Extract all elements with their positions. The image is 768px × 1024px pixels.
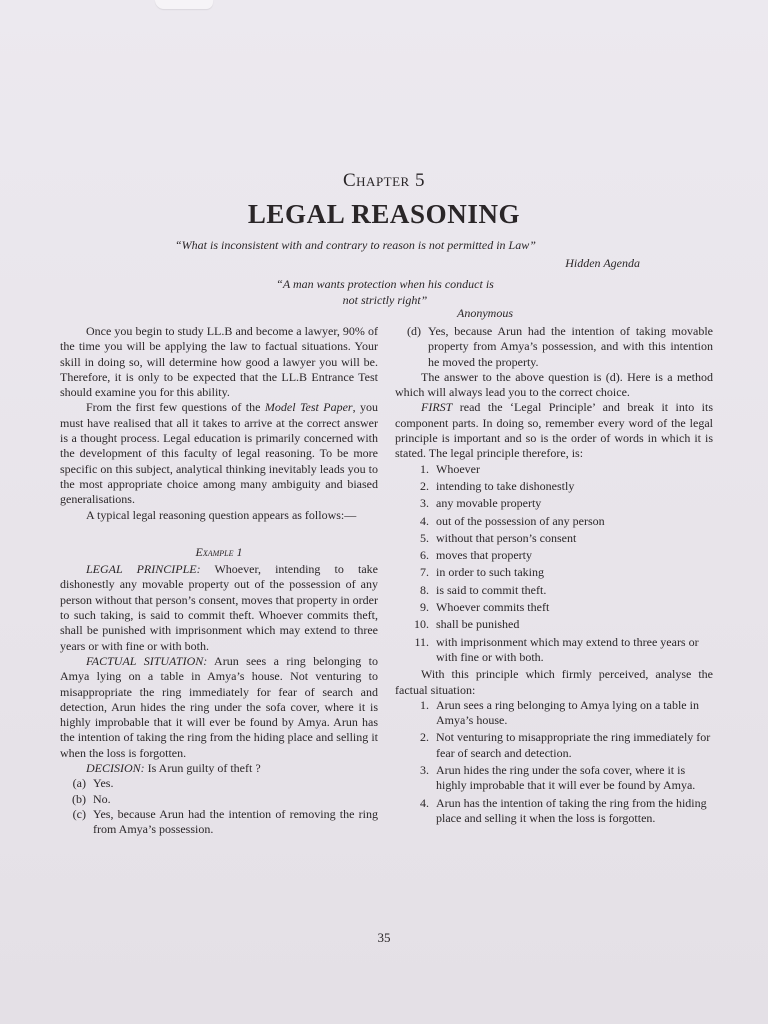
item-number: 7. [420, 565, 429, 580]
item-number: 11. [414, 634, 429, 649]
epigraph-attribution-2: Anonymous [457, 306, 513, 320]
item-text: out of the possession of any person [436, 513, 605, 528]
item-number: 1. [420, 697, 429, 712]
paragraph-model-test [60, 400, 378, 507]
item-text: Arun sees a ring belonging to Amya lying on a table in Amya’s house. [436, 697, 699, 728]
chapter-label: Chapter 5 [343, 170, 425, 191]
option-text: Yes. [93, 776, 114, 791]
right-column [395, 324, 713, 828]
epigraph-quote-1: “What is inconsistent with and contrary to reason is not permitted in Law” [175, 238, 536, 252]
item-text: without that person’s consent [436, 530, 577, 545]
list-item [395, 462, 713, 477]
answer-option-c [60, 807, 378, 838]
item-text: in order to such taking [436, 565, 544, 580]
item-number: 6. [420, 548, 429, 563]
list-item [395, 763, 713, 794]
model-test-paper-emphasis: Model Test Paper [264, 400, 353, 415]
list-item [395, 600, 713, 615]
option-label: (b) [72, 791, 86, 806]
answer-option-a [60, 776, 378, 791]
option-label: (c) [72, 806, 86, 821]
item-text: any movable property [436, 496, 542, 511]
first-emphasis: FIRST [421, 400, 453, 415]
paragraph-answer: The answer to the above question is (d). Here is a method which will always lead you to the correct choice. [395, 369, 713, 400]
legal-principle-text: Whoever, intending to take dishonestly any movable property out of the possession of any person without that person’s consent, moves that property in order to such taking, is said to commit theft. Whoever commits theft, shall be punished with imprisonment which may extend to three years or with fine or with both. [60, 562, 378, 653]
chapter-title: LEGAL REASONING [247, 199, 521, 229]
item-text: with imprisonment which may extend to three years or with fine or with both. [436, 634, 699, 664]
paragraph-legal-principle [60, 562, 378, 654]
list-item [395, 479, 713, 494]
item-text: moves that property [436, 548, 532, 563]
epigraph-attribution-1: Hidden Agenda [565, 256, 640, 270]
decision-text: Is Arun guilty of theft ? [144, 761, 261, 776]
item-number: 5. [420, 530, 429, 545]
decision-label: DECISION: [86, 761, 145, 776]
epigraph-quote-2: “A man wants protection when his conduct is not strictly right” [276, 277, 494, 307]
list-item [395, 548, 713, 563]
item-number: 9. [420, 600, 429, 615]
example-heading: Example 1 [195, 544, 243, 559]
list-item [395, 796, 713, 827]
torn-corner [155, 0, 213, 9]
paragraph-first-step [395, 400, 713, 461]
option-text: Yes, because Arun had the intention of taking movable property from Amya’s possession, and with this intention he moved the property. [428, 324, 713, 369]
item-number: 2. [420, 478, 429, 493]
item-text: Whoever [436, 461, 480, 476]
paragraph-factual-situation [60, 654, 378, 761]
answer-option-b [60, 792, 378, 807]
factual-situation-text: Arun sees a ring belonging to Amya lying on a table in Amya’s house. Not venturing to misappropriate the ring immediately for fear of search and detection, Arun hides the ring under the sofa cover, where it is highly improbable that it will ever be found by Amya. Arun has the intention of taking the ring from the hiding place and selling it when the loss is forgotten. [60, 653, 378, 760]
item-text: is said to commit theft. [436, 582, 547, 597]
text-run: , you must have realised that all it takes to arrive at the correct answer is a thought process. Legal education is primarily concerned with the development of this faculty of legal reasoning. To be more specific on this subject, analytical thinking inevitably leads you to the most appropriate choice among many ambiguity and biased generalisations. [60, 400, 379, 507]
item-number: 3. [420, 496, 429, 511]
list-item [395, 583, 713, 598]
text-run: From the first few questions of the [86, 400, 265, 415]
option-label: (a) [72, 776, 86, 791]
item-text: intending to take dishonestly [436, 478, 575, 493]
item-number: 4. [420, 795, 429, 810]
option-label: (d) [407, 324, 421, 338]
item-text: Not venturing to misappropriate the ring immediately for fear of search and detection. [436, 730, 711, 760]
list-item [395, 514, 713, 529]
item-number: 1. [420, 461, 429, 476]
list-item [395, 635, 713, 666]
paragraph-analyse: With this principle which firmly perceived, analyse the factual situation: [395, 667, 713, 697]
list-item [395, 730, 713, 761]
legal-principle-label: LEGAL PRINCIPLE: [86, 562, 201, 577]
factual-situation-label: FACTUAL SITUATION: [86, 653, 208, 668]
paragraph-intro: Once you begin to study LL.B and become a lawyer, 90% of the time you will be applying the law to factual situations. Your skill in doing so, will determine how good a lawyer you will be. Therefore, it is only to be expected that the LL.B Entrance Test should examine you for this ability. [60, 324, 378, 400]
option-text: No. [93, 791, 111, 806]
left-column [60, 324, 378, 838]
item-text: Whoever commits theft [436, 600, 550, 615]
item-number: 8. [420, 582, 429, 597]
answer-option-d [395, 324, 713, 370]
item-number: 4. [420, 513, 429, 528]
list-item [395, 617, 713, 632]
item-text: Arun has the intention of taking the ring from the hiding place and selling it when the loss is forgotten. [436, 795, 707, 825]
item-number: 10. [414, 617, 429, 632]
text-run: read the ‘Legal Principle’ and break it into its component parts. In doing so, remember every word of the legal principle is important and so is the order of words in which it is stated. The legal principle therefore, is: [395, 400, 713, 461]
paragraph-typical-question: A typical legal reasoning question appears as follows:— [86, 507, 357, 522]
item-number: 2. [420, 730, 429, 745]
factual-breakdown-list [395, 698, 713, 826]
paragraph-decision [60, 761, 378, 776]
item-number: 3. [420, 763, 429, 778]
list-item [395, 496, 713, 511]
option-text: Yes, because Arun had the intention of removing the ring from Amya’s possession. [93, 806, 378, 837]
page-number: 35 [377, 930, 391, 945]
principle-parts-list [395, 462, 713, 666]
list-item [395, 565, 713, 580]
item-text: Arun hides the ring under the sofa cover, where it is highly improbable that it will ever be found by Amya. [436, 763, 696, 793]
item-text: shall be punished [436, 617, 520, 632]
list-item [395, 531, 713, 546]
list-item [395, 698, 713, 729]
